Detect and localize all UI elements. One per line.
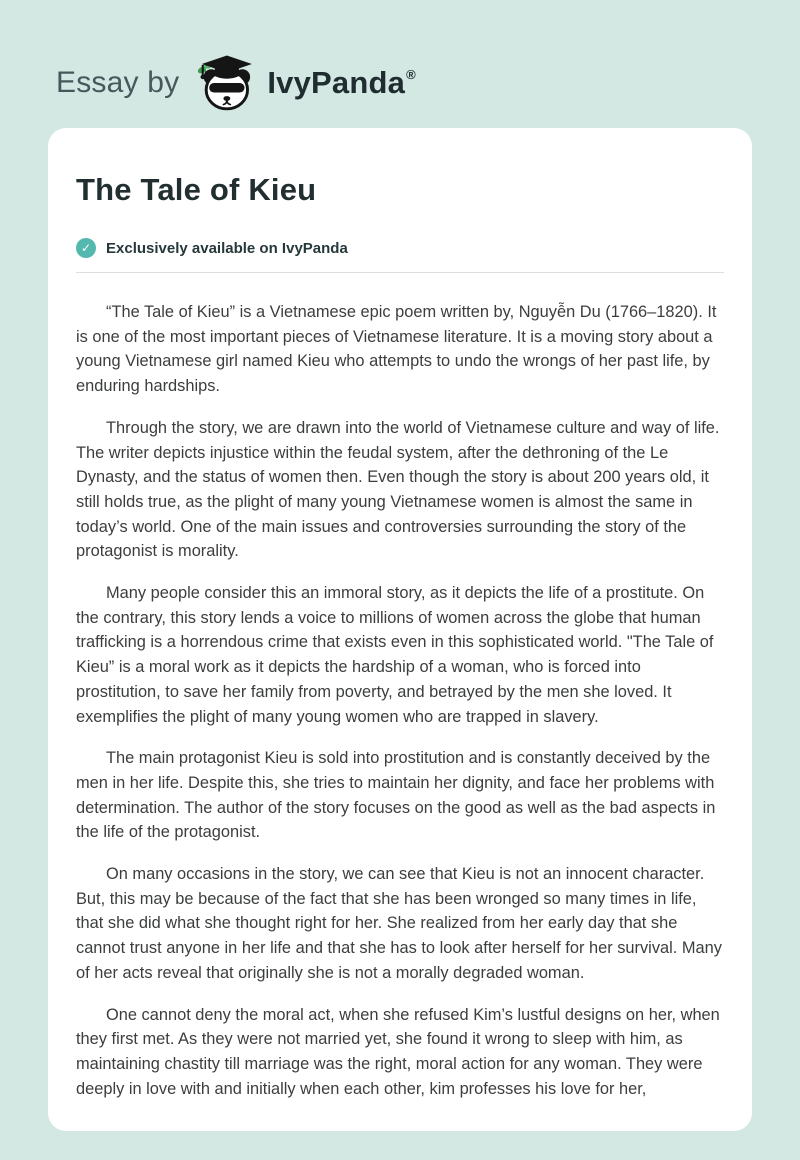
essay-paragraph: “The Tale of Kieu” is a Vietnamese epic poem written by, Nguyễn Du (1766–1820). It is one of the most important pieces of Vietnamese literature. It is a moving story about a young Vietnamese girl named Kieu who attempts to undo the wrongs of her past life, by enduring hardships. <box>76 303 717 396</box>
essay-paragraph: The main protagonist Kieu is sold into prostitution and is constantly deceived by the men in her life. Despite this, she tries to maintain her dignity, and face her problems with determination. The author of the story focuses on the good as well as the bad aspects in the life of the protagonist. <box>76 749 716 842</box>
brand-text: IvyPanda <box>267 65 406 100</box>
essay-paragraph: Many people consider this an immoral story, as it depicts the life of a prostitute. On the contrary, this story lends a voice to millions of women across the globe that human trafficking is a horrendous crime that exists even in this sophisticated world. "The Tale of Kieu” is a moral work as it depicts the hardship of a woman, who is forced into prostitution, to save her family from poverty, and betrayed by the men she loved. It exemplifies the plight of many young women who are trapped in slavery. <box>76 584 714 726</box>
page-title: The Tale of Kieu <box>76 172 317 207</box>
essay-by-label: Essay by <box>56 66 180 99</box>
essay-body <box>76 273 724 1101</box>
essay-paragraph: One cannot deny the moral act, when she refused Kim’s lustful designs on her, when they first met. As they were not married yet, she found it wrong to sleep with him, as maintaining chastity till marriage was the right, moral action for any woman. They were deeply in love with and initially when each other, kim professes his love for her, <box>76 1005 720 1098</box>
availability-label: Exclusively available on IvyPanda <box>106 239 348 257</box>
essay-paragraph: On many occasions in the story, we can see that Kieu is not an innocent character. But, this may be because of the fact that she has been wronged so many times in life, that she did what she thought right for her. She realized from her early day that she cannot trust anyone in her life and that she has to look after herself for her survival. Many of her acts reveal that originally she is not a morally degraded woman. <box>76 865 722 982</box>
check-icon: ✓ <box>76 238 96 258</box>
essay-card <box>48 128 752 1131</box>
availability-badge <box>76 238 724 273</box>
registered-mark: ® <box>406 67 416 82</box>
ivypanda-panda-logo-icon <box>195 54 257 112</box>
essay-paragraph: Through the story, we are drawn into the world of Vietnamese culture and way of life. The writer depicts injustice within the feudal system, after the dethroning of the Le Dynasty, and the status of women then. Even though the story is about 200 years old, it still holds true, as the plight of many young Vietnamese women is almost the same in today’s world. One of the main issues and controversies surrounding the story of the protagonist is morality. <box>76 418 720 561</box>
page-header <box>0 0 800 128</box>
brand-name <box>267 65 416 101</box>
